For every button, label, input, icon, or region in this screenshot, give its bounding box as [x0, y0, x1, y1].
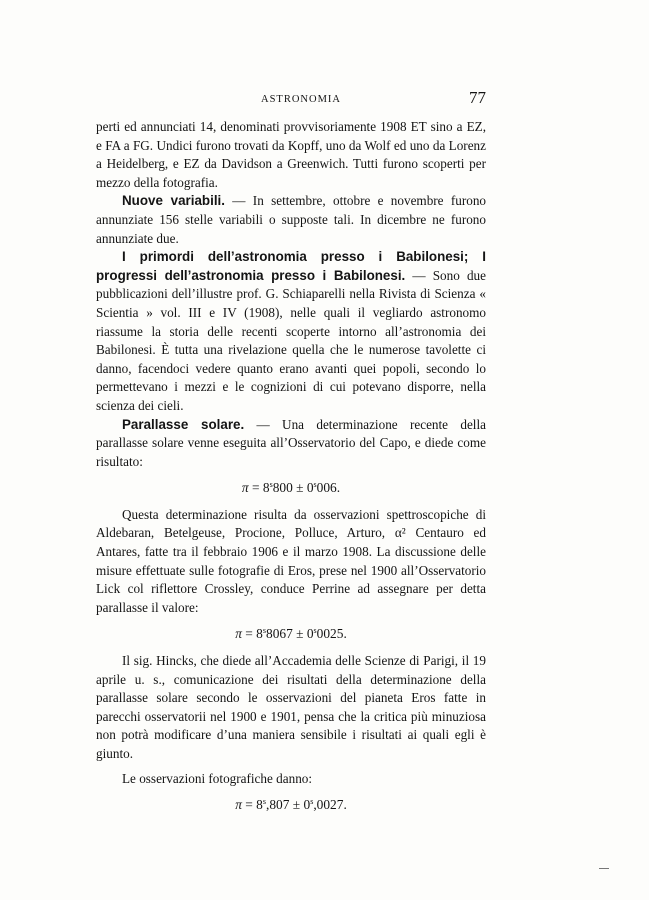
page-header [96, 88, 486, 114]
formula-sup: s [313, 626, 317, 636]
pi-symbol: π [235, 626, 242, 642]
paragraph-variable-stars [96, 192, 486, 248]
section-heading-variable-stars: Nuove variabili. [122, 193, 225, 209]
formula-part: = 8 [241, 626, 263, 642]
formula-sup: s [313, 480, 317, 490]
formula-part: = 8 [241, 797, 263, 813]
body-text [96, 118, 486, 823]
formula-sup: s [262, 626, 266, 636]
formula-sup: s [310, 797, 314, 807]
formula-parallax-lick [96, 622, 486, 644]
pi-symbol: π [235, 797, 242, 813]
formula-part: 8067 ± 0 [266, 626, 314, 642]
paragraph-spectroscopic-determination: Questa determinazione risulta da osservazioni spettroscopiche di Aldebaran, Betelgeuse, Procione, Polluce, Arturo, α² Centauro ed Antares, fatte tra il febbraio 1906 e il marzo 1908. La discussione delle misure effettuate sulle fotografie di Eros, prese nel 1900 all’Osservatorio Lick col riflettore Crossley, conduce Perrine ad assegnare per detta parallasse il valore: [96, 506, 486, 615]
page-number: 77 [469, 88, 486, 107]
paragraph-solar-parallax [96, 416, 486, 472]
formula-part: = 8 [248, 480, 270, 496]
paragraph-asteroids-continued: perti ed annunciati 14, denominati provvisoriamente 1908 ET sino a EZ, e FA a FG. Undici furono trovati da Kopff, uno da Wolf ed uno da Lorenz a Heidelberg, e EZ da Davidson a Greenwich. Tutti furono scoperti per mezzo della fotografia. [96, 119, 486, 190]
scan-edge-mark [599, 868, 609, 869]
paragraph-text: — Sono due pubblicazioni dell’illustre prof. G. Schiaparelli nella Rivista di Scienza « Scientia » vol. III e IV (1908), nelle quali il vegliardo astronomo riassume la storia delle recenti scoperte intorno all’astronomia dei Babilonesi. È tutta una rivelazione quella che le numerose tavolette ci danno, facendoci vedere quanto erano avanti quei popoli, secondo lo permettevano i mezzi e le cognizioni di cui potevano disporre, nella scienza dei cieli. [96, 267, 486, 413]
formula-sup: s [269, 480, 273, 490]
pi-symbol: π [241, 480, 249, 496]
formula-sup: s [262, 797, 266, 807]
paragraph-photographic-observations: Le osservazioni fotografiche danno: [122, 770, 313, 786]
formula-part: ,0027. [313, 797, 347, 813]
section-heading-babylonian-astronomy: I primordi dell’astronomia presso i Babilonesi; I progressi dell’astronomia presso i Babilonesi. [96, 249, 486, 283]
formula-parallax-cape [96, 476, 486, 498]
formula-part: ,807 ± 0 [266, 797, 311, 813]
running-head: ASTRONOMIA [261, 94, 342, 105]
formula-parallax-photographic [96, 793, 486, 815]
paragraph-text: — In settembre, ottobre e novembre furono annunziate 156 stelle variabili o supposte tali. In dicembre ne furono annunziate due. [96, 193, 487, 246]
paragraph-text: — Una determinazione recente della parallasse solare venne eseguita all’Osservatorio del Capo, e diede come risultato: [96, 416, 486, 469]
formula-part: 006. [316, 480, 341, 496]
formula-part: 0025. [316, 626, 347, 642]
formula-part: 800 ± 0 [272, 480, 314, 496]
section-heading-solar-parallax: Parallasse solare. [122, 416, 245, 432]
paragraph-babylonian-astronomy [96, 248, 486, 415]
paragraph-hincks: Il sig. Hincks, che diede all’Accademia delle Scienze di Parigi, il 19 aprile u. s., comunicazione dei risultati della determinazione della parallasse solare secondo le osservazioni del pianeta Eros fatte in parecchi osservatorii nel 1900 e 1901, pensa che la critica più minuziosa non potrà modificare d’una maniera sensibile i risultati ai quali egli è giunto. [96, 653, 486, 761]
